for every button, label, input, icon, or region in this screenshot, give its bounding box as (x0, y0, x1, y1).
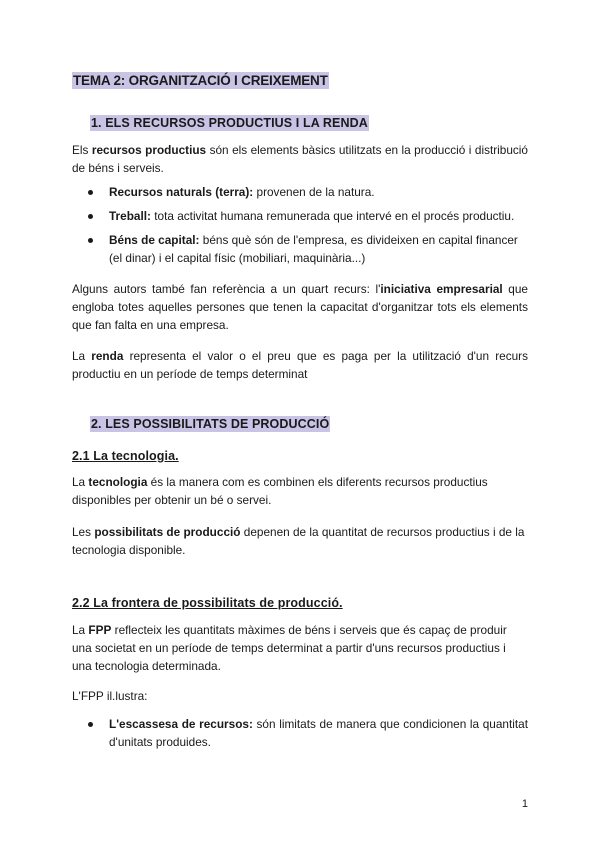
text-span: representa el valor o el preu que es paga per la utilització d'un recurs productiu en un període de temps determinat (72, 349, 528, 381)
subsection-2-2-paragraph-2: L'FPP il.lustra: (72, 689, 148, 703)
section-1-heading: 1. ELS RECURSOS PRODUCTIUS I LA RENDA (91, 116, 368, 130)
bold-term: possibilitats de producció (94, 525, 241, 539)
section-1-paragraph-3 (72, 347, 528, 383)
text-span: són limitats de manera que condicionen la quantitat d'unitats produides. (109, 717, 528, 749)
page-number: 1 (521, 798, 528, 810)
list-item (72, 207, 528, 225)
list-item (72, 231, 528, 267)
text-span: La (72, 475, 89, 489)
text-span: és la manera com es combinen els diferents recursos productius disponibles per obtenir un bé o servei. (72, 475, 488, 507)
bullet-icon (88, 214, 93, 219)
text-span: La (72, 349, 92, 363)
bold-term: L'escassesa de recursos: (109, 717, 253, 731)
text-span: béns què són de l'empresa, es divideixen en capital financer (el dinar) i el capital físic (mobiliari, maquinària...) (109, 233, 518, 265)
bullet-icon (88, 722, 93, 727)
subsection-2-1-heading: 2.1 La tecnologia. (72, 449, 179, 463)
list-item (72, 183, 528, 201)
text-span: depenen de la quantitat de recursos productius i de la tecnologia disponible. (72, 525, 525, 557)
bold-term: Béns de capital: (109, 233, 200, 247)
subsection-2-1-paragraph-1 (72, 473, 528, 509)
text-span: Les (72, 525, 95, 539)
fpp-list (72, 715, 528, 751)
bold-term: iniciativa empresarial (380, 282, 503, 296)
section-1-intro (72, 141, 528, 177)
text-span: són els elements bàsics utilitzats en la producció i distribució de béns i serveis. (72, 143, 528, 175)
bullet-icon (88, 190, 93, 195)
section-2-heading: 2. LES POSSIBILITATS DE PRODUCCIÓ (91, 417, 330, 431)
text-span: provenen de la natura. (253, 185, 375, 199)
bold-term: tecnologia (88, 475, 148, 489)
subsection-2-2-heading: 2.2 La frontera de possibilitats de producció. (72, 596, 343, 610)
text-span: Alguns autors també fan referència a un quart recurs: l' (72, 282, 381, 296)
section-1-paragraph-2 (72, 280, 528, 334)
subsection-2-2-paragraph-1 (72, 621, 528, 675)
text-span: que engloba totes aquelles persones que tenen la capacitat d'organitzar tots els elements que fan falta en una empresa. (72, 282, 528, 332)
bullet-icon (88, 238, 93, 243)
bold-term: FPP (88, 623, 112, 637)
text-span: tota activitat humana remunerada que intervé en el procés productiu. (150, 209, 515, 223)
list-item (72, 715, 528, 751)
resources-list (72, 183, 528, 267)
document-title: TEMA 2: ORGANITZACIÓ I CREIXEMENT (73, 73, 328, 88)
bold-term: recursos productius (91, 143, 207, 157)
text-span: Els (72, 143, 92, 157)
text-span: reflecteix les quantitats màximes de béns i serveis que és capaç de produir una societat en un període de temps determinat a partir d'uns recursos productius i una tecnologia determinada. (72, 623, 507, 673)
subsection-2-1-paragraph-2 (72, 523, 528, 559)
bold-term: Treball: (109, 209, 151, 223)
bold-term: Recursos naturals (terra): (109, 185, 254, 199)
text-span: La (72, 623, 89, 637)
bold-term: renda (91, 349, 124, 363)
